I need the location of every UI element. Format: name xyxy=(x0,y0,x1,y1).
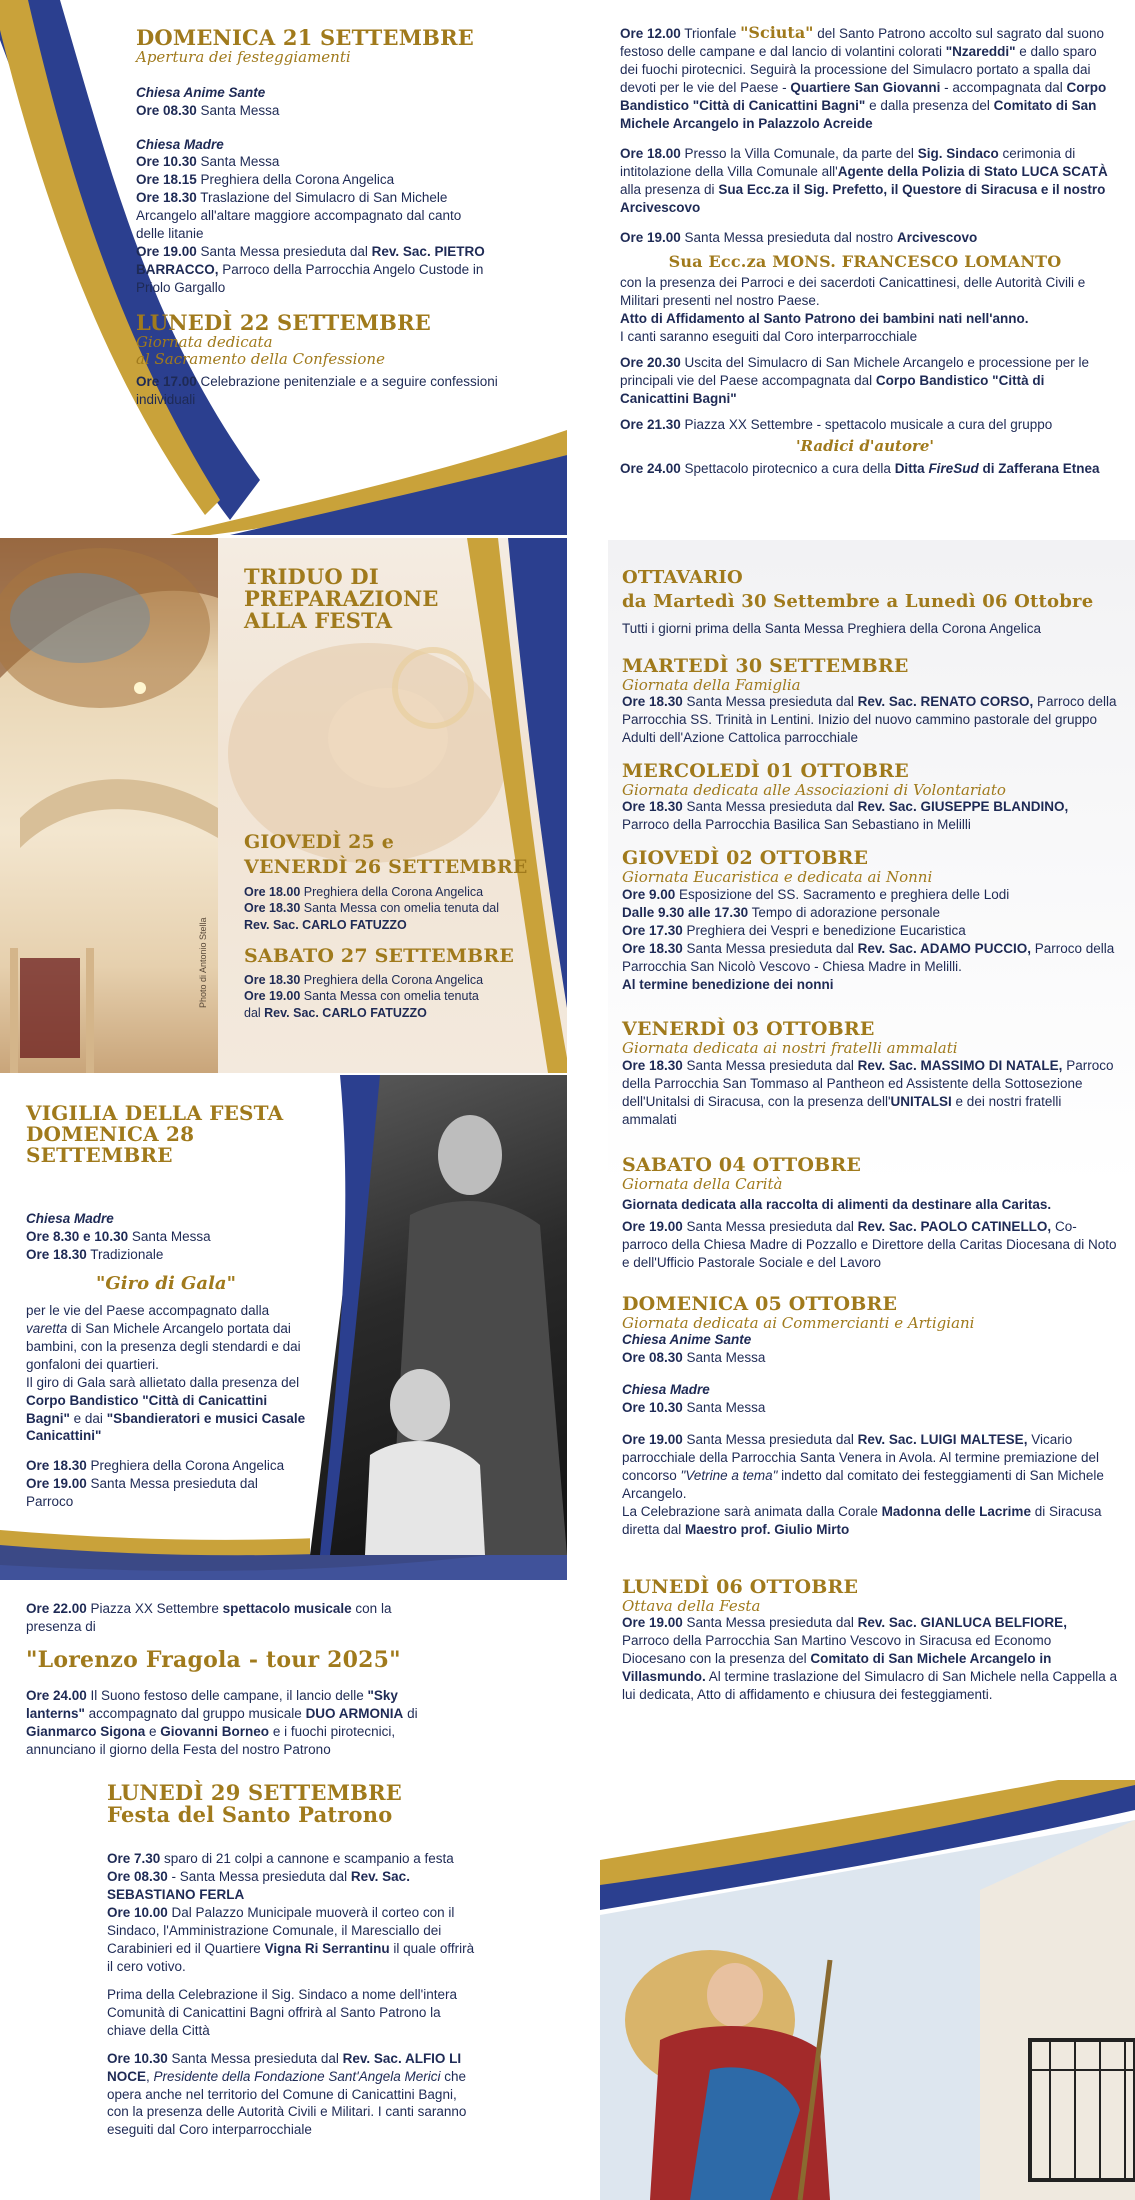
event-line: Ore 19.00 Santa Messa presieduta dal Rev. Sac. PIETRO BARRACCO, Parroco della Parrocchia Angelo Custode in Priolo Gargallo xyxy=(136,244,485,296)
event-line: Ore 24.00 Spettacolo pirotecnico a cura della Ditta FireSud di Zafferana Etnea xyxy=(620,460,1100,476)
triduo-title: TRIDUO DI xyxy=(244,564,379,589)
day-title: LUNEDÌ 29 SETTEMBRE xyxy=(107,1780,402,1805)
event-line: Ore 18.30 Santa Messa presieduta dal Rev. Sac. RENATO CORSO, Parroco della Parrocchia SS. Trinità in Lentini. Inizio del nuovo cammino pastorale del gruppo Adulti dell'Azione Cattolica parrocchiale xyxy=(622,694,1117,746)
event-line: Ore 17.30 Preghiera dei Vespri e benedizione Eucaristica xyxy=(622,922,966,938)
day-title: DOMENICA 21 SETTEMBRE xyxy=(136,25,474,50)
event-line: La Celebrazione sarà animata dalla Corale Madonna delle Lacrime di Siracusa diretta dal Maestro prof. Giulio Mirto xyxy=(622,1503,1102,1537)
ottavario-title: OTTAVARIO xyxy=(622,567,743,588)
event-line: Ore 08.30 - Santa Messa presieduta dal Rev. Sac. SEBASTIANO FERLA xyxy=(107,1869,410,1902)
schedule-sep-28-night xyxy=(26,1600,581,1759)
photo-art xyxy=(0,538,218,1073)
day-subtitle: Giornata dedicata xyxy=(136,333,273,352)
schedule-sep-21 xyxy=(136,26,546,409)
church-label: Chiesa Anime Sante xyxy=(622,1332,752,1348)
day-title: SABATO 04 OTTOBRE xyxy=(622,1153,862,1176)
vigil-title: VIGILIA DELLA FESTA xyxy=(26,1101,284,1125)
event-line: Ore 24.00 Il Suono festoso delle campane, il lancio delle "Sky lanterns" accompagnato dal gruppo musicale DUO ARMONIA di Gianmarco Sigona e Giovanni Borneo e i fuochi pirotecnici, annunciano il giorno della Festa del nostro Patrono xyxy=(26,1688,418,1758)
event-line: Ore 18.30 Santa Messa con omelia tenuta dal Rev. Sac. CARLO FATUZZO xyxy=(244,901,500,932)
schedule-ottavario xyxy=(622,566,1117,1704)
event-line: Ore 9.00 Esposizione del SS. Sacramento e preghiera delle Lodi xyxy=(622,886,1010,902)
day-subtitle: Giornata dedicata alle Associazioni di Volontariato xyxy=(622,780,1006,799)
day-title: VENERDÌ 03 OTTOBRE xyxy=(622,1018,875,1041)
event-line: Ore 18.00 Preghiera della Corona Angelica xyxy=(244,884,484,899)
day-title: DOMENICA 05 OTTOBRE xyxy=(622,1292,898,1315)
event-line: Ore 19.00 Santa Messa presieduta dal Rev. Sac. LUIGI MALTESE, Vicario parrocchiale della Parrocchia Santa Venera in Avola. Al termine premiazione del concorso "Vetrine a tema" indetto dal comitato dei festeggiamenti di San Michele Arcangelo. xyxy=(622,1432,1104,1501)
photo-credit: Photo di Antonio Stella xyxy=(198,917,208,1008)
event-line: Ore 19.00 Santa Messa presieduta dal Rev. Sac. PAOLO CATINELLO, Co-parroco della Chiesa Madre di Pozzallo e Direttore della Caritas Diocesana di Noto e dell'Ufficio Pastorale Sociale e del Lavoro xyxy=(622,1219,1117,1270)
event-line: Ore 18.30 Santa Messa presieduta dal Rev. Sac. GIUSEPPE BLANDINO, Parroco della Parrocchia Basilica San Sebastiano in Melilli xyxy=(622,799,1069,833)
event-text: Prima della Celebrazione il Sig. Sindaco a nome dell'intera Comunità di Canicattini Bagni offrirà al Santo Patrono la chiave della Città xyxy=(107,1986,458,2038)
day-title: GIOVEDÌ 25 e xyxy=(244,831,395,854)
event-line: Ore 18.30 Santa Messa presieduta dal Rev. Sac. MASSIMO DI NATALE, Parroco della Parrocchia San Tommaso al Pantheon ed Assistente della Sottosezione dell'Unitalsi di Siracusa, con la presenza dell'UNITALSI e dei nostri fratelli ammalati xyxy=(622,1057,1114,1127)
saint-michael-statue-photo xyxy=(600,1780,1135,2200)
day-subtitle: Giornata della Carità xyxy=(622,1174,783,1193)
schedule-sep-29-evening xyxy=(620,22,1110,478)
event-line: Ore 19.00 Santa Messa presieduta dal Rev. Sac. GIANLUCA BELFIORE, Parroco della Parrocchia San Martino Vescovo in Siracusa ed Economo Diocesano con la presenza del Comitato di San Michele Arcangelo in Villasmundo. Al termine traslazione del Simulacro di San Michele nella Cappella a lui dedicata, Atto di affidamento e chiusura dei festeggiamenti. xyxy=(622,1615,1117,1703)
event-text: Il giro di Gala sarà allietato dalla presenza del Corpo Bandistico "Città di Canicattini Bagni" e dai "Sbandieratori e musici Casale Canicattini" xyxy=(26,1374,306,1444)
event-line: Ore 10.30 Santa Messa xyxy=(136,154,280,170)
event-line: Al termine benedizione dei nonni xyxy=(622,976,834,992)
day-subtitle: Festa del Santo Patrono xyxy=(107,1802,393,1828)
event-line: Ore 19.00 Santa Messa con omelia tenuta dal Rev. Sac. CARLO FATUZZO xyxy=(244,989,479,1021)
event-line: Ore 19.00 Santa Messa presieduta dal Parroco xyxy=(26,1476,258,1510)
day-title: GIOVEDÌ 02 OTTOBRE xyxy=(622,847,869,870)
church-interior-photo xyxy=(0,538,218,1073)
event-line: Ore 18.30 Traslazione del Simulacro di San Michele Arcangelo all'altare maggiore accompagnato dal canto delle litanie xyxy=(136,190,462,242)
ottavario-intro: Tutti i giorni prima della Santa Messa Preghiera della Corona Angelica xyxy=(622,620,1041,636)
event-line: Ore 18.30 Tradizionale xyxy=(26,1246,164,1262)
photo-art xyxy=(310,1075,567,1555)
event-line: Ore 18.30 Santa Messa presieduta dal Rev. Sac. ADAMO PUCCIO, Parroco della Parrocchia San Nicolò Vescovo - Chiesa Madre in Melilli. xyxy=(622,940,1115,974)
event-line: Ore 10.30 Santa Messa presieduta dal Rev. Sac. ALFIO LI NOCE, Presidente della Fondazione Sant'Angela Merici che opera anche nel territorio del Comune di Canicattini Bagni, con la presenza delle Autorità Civili e Militari. I canti saranno eseguiti dal Coro interparrocchiale xyxy=(107,2050,467,2138)
day-subtitle: Apertura dei festeggiamenti xyxy=(136,48,351,67)
event-text: con la presenza dei Parroci e dei sacerdoti Canicattinesi, delle Autorità Civili e Militari presenti nel nostro Paese. xyxy=(620,275,1086,309)
ottavario-dates: da Martedì 30 Settembre a Lunedì 06 Ottobre xyxy=(622,590,1094,612)
event-line: Ore 22.00 Piazza XX Settembre spettacolo musicale con la presenza di xyxy=(26,1601,392,1634)
event-text: Atto di Affidamento al Santo Patrono dei bambini nati nell'anno. xyxy=(620,310,1029,326)
day-title: MARTEDÌ 30 SETTEMBRE xyxy=(622,654,909,677)
photo-art xyxy=(600,1780,1135,2200)
event-line: Ore 18.00 Presso la Villa Comunale, da parte del Sig. Sindaco cerimonia di intitolazione della Villa Comunale all'Agente della Polizia di Stato LUCA SCATÀ alla presenza di Sua Ecc.za il Sig. Prefetto, il Questore di Siracusa e il nostro Arcivescovo xyxy=(620,146,1108,215)
event-line: Ore 21.30 Piazza XX Settembre - spettacolo musicale a cura del gruppo xyxy=(620,416,1053,432)
concert-title: "Lorenzo Fragola - tour 2025" xyxy=(26,1646,401,1673)
church-label: Chiesa Madre xyxy=(136,136,224,152)
event-line: Ore 7.30 sparo di 21 colpi a cannone e scampanio a festa xyxy=(107,1851,454,1867)
schedule-sep-28 xyxy=(26,1103,346,1511)
vigil-date: DOMENICA 28 SETTEMBRE xyxy=(26,1122,195,1167)
event-line: Ore 12.00 Trionfale "Sciuta" del Santo Patrono accolto sul sagrato dal suono festoso delle campane e dal lancio di volantini colorati "Nzareddi" e dallo sparo dei fuochi pirotecnici. Seguirà la processione del Simulacro portato a spalla dai devoti per le vie del Paese - Quartiere San Giovanni - accompagnata dal Corpo Bandistico "Città di Canicattini Bagni" e dalla presenza del Comitato di San Michele Arcangelo in Palazzolo Acreide xyxy=(620,23,1107,132)
event-text: I canti saranno eseguiti dal Coro interparrocchiale xyxy=(620,328,918,344)
event-line: Ore 08.30 Santa Messa xyxy=(136,102,280,118)
church-label: Chiesa Anime Sante xyxy=(136,84,266,100)
event-line: Ore 19.00 Santa Messa presieduta dal nostro Arcivescovo xyxy=(620,229,978,245)
day-subtitle: Giornata dedicata ai Commercianti e Artigiani xyxy=(622,1313,975,1332)
schedule-sep-29 xyxy=(107,1782,477,2139)
event-text: Giornata dedicata alla raccolta di alimenti da destinare alla Caritas. xyxy=(622,1197,1052,1213)
day-subtitle: Ottava della Festa xyxy=(622,1596,761,1615)
young-man-photo xyxy=(310,1075,567,1555)
event-line: Ore 20.30 Uscita del Simulacro di San Michele Arcangelo e processione per le principali vie del Paese accompagnata dal Corpo Bandistico "Città di Canicattini Bagni" xyxy=(620,354,1090,406)
day-subtitle: Giornata dedicata ai nostri fratelli ammalati xyxy=(622,1039,958,1058)
triduo-title: ALLA FESTA xyxy=(244,608,393,634)
day-title: MERCOLEDÌ 01 OTTOBRE xyxy=(622,760,909,783)
event-line: Ore 08.30 Santa Messa xyxy=(622,1350,766,1366)
day-subtitle: al Sacramento della Confessione xyxy=(136,349,385,368)
church-label: Chiesa Madre xyxy=(622,1382,710,1398)
event-line: Ore 17.00 Celebrazione penitenziale e a seguire confessioni individuali xyxy=(136,374,498,408)
event-text: per le vie del Paese accompagnato dalla varetta di San Michele Arcangelo portata dai bambini, con la presenza degli stendardi e dai gonfaloni dei quartieri. xyxy=(26,1302,301,1372)
day-subtitle: Giornata Eucaristica e dedicata ai Nonni xyxy=(622,868,933,887)
church-label: Chiesa Madre xyxy=(26,1211,114,1226)
archbishop-name: Sua Ecc.za MONS. FRANCESCO LOMANTO xyxy=(668,251,1062,271)
group-name: 'Radici d'autore' xyxy=(795,436,935,455)
day-title: VENERDÌ 26 SETTEMBRE xyxy=(244,856,528,879)
event-line: Ore 10.00 Dal Palazzo Municipale muoverà il corteo con il Sindaco, l'Amministrazione Comunale, il Maresciallo dei Carabinieri ed il Quartiere Vigna Ri Serrantinu il quale offrirà il cero votivo. xyxy=(107,1904,475,1974)
event-line: Ore 8.30 e 10.30 Santa Messa xyxy=(26,1228,211,1244)
day-title: SABATO 27 SETTEMBRE xyxy=(244,944,515,967)
event-line: Ore 18.15 Preghiera della Corona Angelica xyxy=(136,172,395,188)
event-line: Ore 18.30 Preghiera della Corona Angelica xyxy=(244,972,484,987)
day-title: LUNEDÌ 06 OTTOBRE xyxy=(622,1575,859,1598)
triduo-content xyxy=(244,566,544,1022)
giro-di-gala: "Giro di Gala" xyxy=(96,1272,236,1294)
event-line: Ore 10.30 Santa Messa xyxy=(622,1400,766,1416)
day-subtitle: Giornata della Famiglia xyxy=(622,675,801,694)
day-title: LUNEDÌ 22 SETTEMBRE xyxy=(136,310,431,336)
event-line: Ore 18.30 Preghiera della Corona Angelica xyxy=(26,1458,285,1474)
triduo-title: PREPARAZIONE xyxy=(244,586,439,612)
event-line: Dalle 9.30 alle 17.30 Tempo di adorazione personale xyxy=(622,904,940,920)
